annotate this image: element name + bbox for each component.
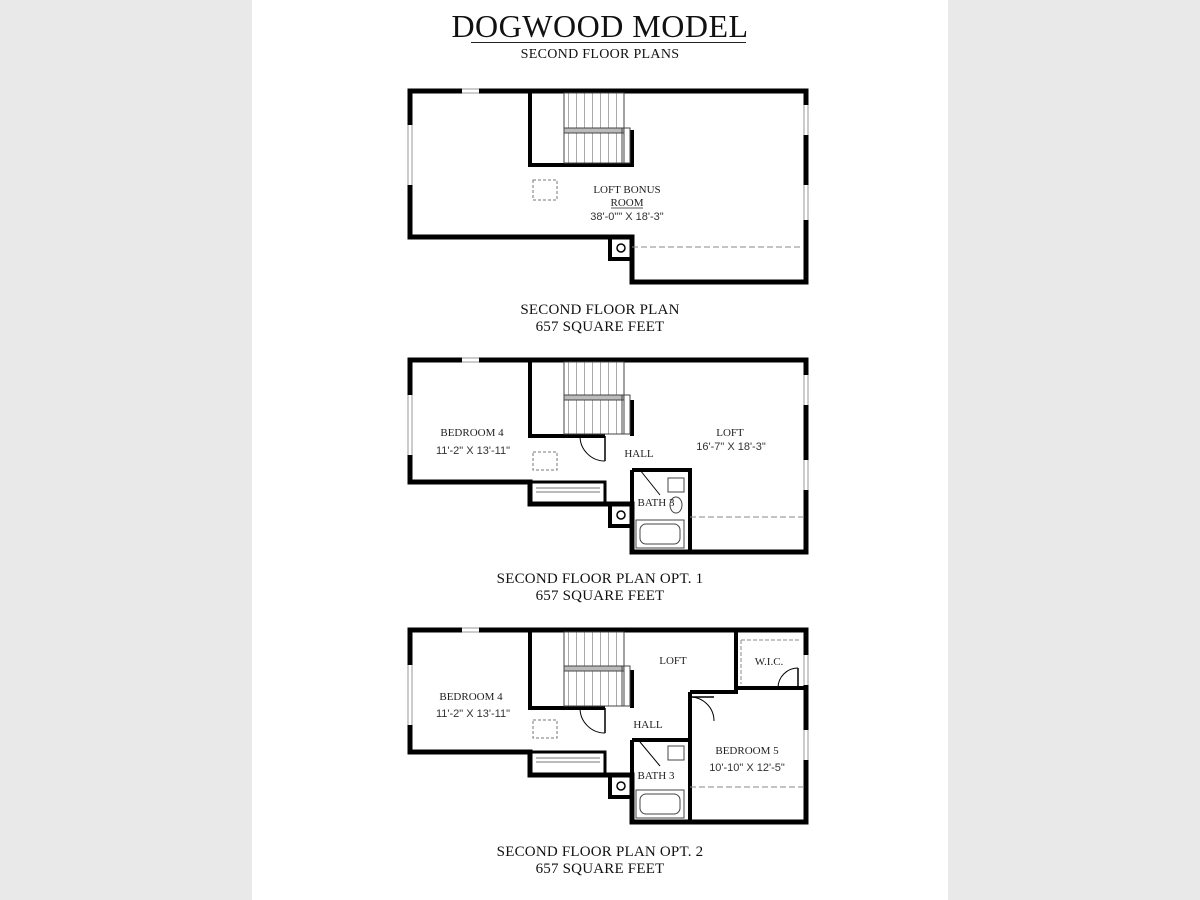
plan-3-caption <box>0 844 1200 878</box>
plan-3-bedroom-5-label: BEDROOM 5 <box>715 745 779 757</box>
plan-3-bedroom-4-dims: 11'-2" X 13'-11" <box>436 708 510 720</box>
plan-3-title: SECOND FLOOR PLAN OPT. 2 <box>496 844 704 860</box>
plan-2-area: 657 SQUARE FEET <box>535 588 665 604</box>
plan-3-hall-label: HALL <box>633 719 663 731</box>
plan-2-title: SECOND FLOOR PLAN OPT. 1 <box>496 571 704 587</box>
plan-2-drawing <box>408 358 808 552</box>
plan-2-bedroom-4-label: BEDROOM 4 <box>440 427 504 439</box>
plan-3-wic-label: W.I.C. <box>754 656 784 668</box>
plan-3-bath-3-label: BATH 3 <box>637 770 675 782</box>
plan-2-loft-label: LOFT <box>716 427 744 439</box>
plan-3-bedroom-5-dims: 10'-10" X 12'-5" <box>709 762 785 774</box>
plan-2-caption <box>0 571 1200 605</box>
page-subtitle: SECOND FLOOR PLANS <box>520 47 680 62</box>
plan-2-loft-dims: 16'-7" X 18'-3" <box>696 441 766 453</box>
plan-1-area: 657 SQUARE FEET <box>535 319 665 335</box>
plan-1-caption <box>0 302 1200 336</box>
plan-3-stairs <box>564 632 624 666</box>
plan-3-bedroom-4-label: BEDROOM 4 <box>439 691 503 703</box>
plan-1-stairs <box>564 93 624 128</box>
plan-1-room-dims: 38'-0"" X 18'-3" <box>590 211 664 223</box>
plan-1-attic-access <box>533 180 557 200</box>
plan-1-room-name-line2: ROOM <box>610 197 644 209</box>
plan-3-drawing <box>408 628 808 822</box>
plan-2-stairs <box>564 362 624 395</box>
plan-2-hall-label: HALL <box>624 448 654 460</box>
plan-2-bath-3-label: BATH 3 <box>637 497 675 509</box>
plan-2-bedroom-4-dims: 11'-2" X 13'-11" <box>436 445 510 457</box>
plan-1-drawing <box>408 89 808 282</box>
plan-3-area: 657 SQUARE FEET <box>535 861 665 877</box>
plan-1-room-name: LOFT BONUS <box>593 184 661 196</box>
plan-1-title: SECOND FLOOR PLAN <box>520 302 680 318</box>
plan-3-loft-label: LOFT <box>659 655 687 667</box>
plan-1-chase <box>610 237 632 259</box>
page-title: DOGWOOD MODEL <box>451 8 749 44</box>
